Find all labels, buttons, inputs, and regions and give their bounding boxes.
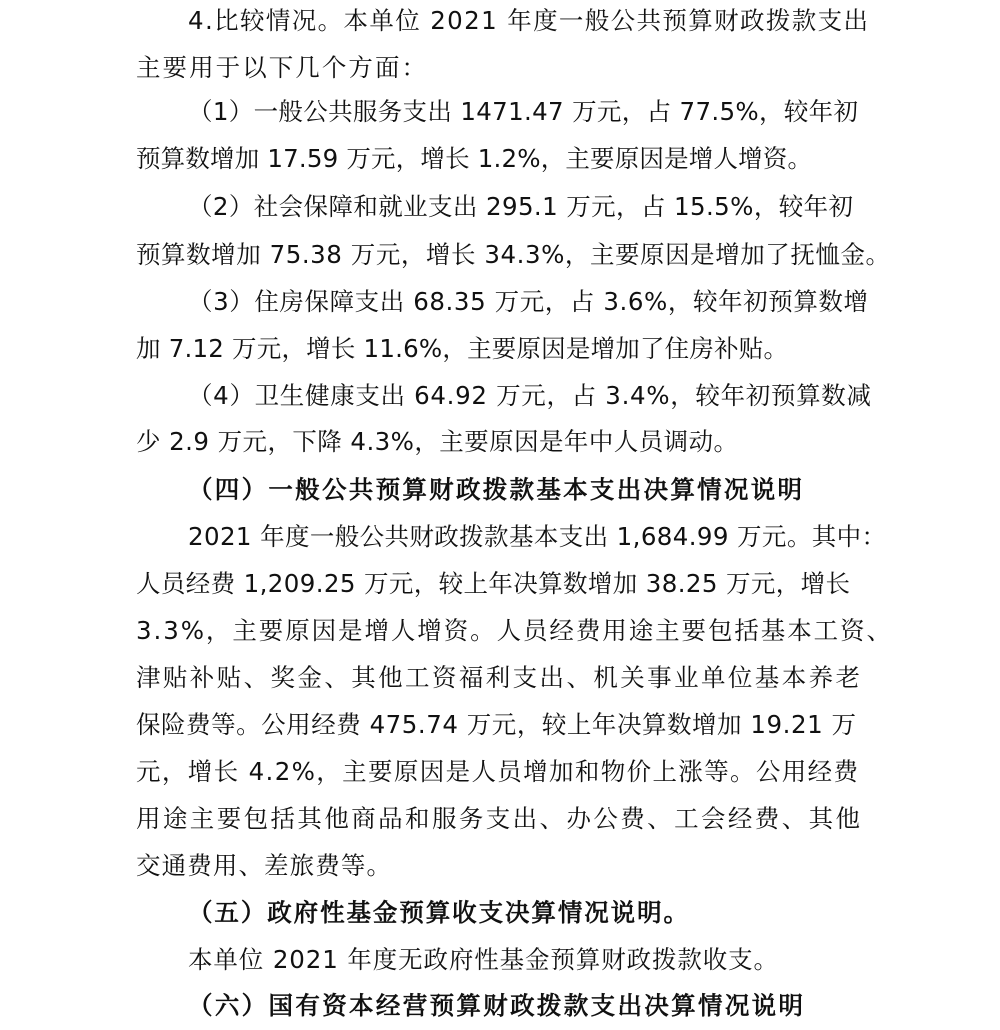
paragraph-line: 2021 年度一般公共财政拨款基本支出 1,684.99 万元。其中：: [188, 522, 887, 551]
paragraph-line: （2）社会保障和就业支出 295.1 万元，占 15.5%，较年初: [188, 192, 854, 221]
paragraph-line: 人员经费 1,209.25 万元，较上年决算数增加 38.25 万元，增长: [136, 569, 851, 598]
paragraph-line: 保险费等。公用经费 475.74 万元，较上年决算数增加 19.21 万: [136, 710, 857, 739]
section-heading: （四）一般公共预算财政拨款基本支出决算情况说明: [188, 475, 805, 504]
paragraph-line: 4.比较情况。本单位 2021 年度一般公共预算财政拨款支出: [188, 6, 870, 35]
paragraph-line: 交通费用、差旅费等。: [136, 851, 393, 880]
paragraph-line: 3.3%，主要原因是增人增资。人员经费用途主要包括基本工资、: [136, 616, 893, 645]
paragraph-line: （4）卫生健康支出 64.92 万元，占 3.4%，较年初预算数减: [188, 381, 872, 410]
paragraph-line: 主要用于以下几个方面：: [136, 53, 429, 82]
paragraph-line: 本单位 2021 年度无政府性基金预算财政拨款收支。: [188, 945, 779, 974]
paragraph-line: 加 7.12 万元，增长 11.6%，主要原因是增加了住房补贴。: [136, 334, 789, 363]
paragraph-line: 少 2.9 万元，下降 4.3%，主要原因是年中人员调动。: [136, 427, 739, 456]
paragraph-line: 用途主要包括其他商品和服务支出、办公费、工会经费、其他: [136, 804, 863, 833]
paragraph-line: 预算数增加 17.59 万元，增长 1.2%，主要原因是增人增资。: [136, 144, 813, 173]
paragraph-line: 津贴补贴、奖金、其他工资福利支出、机关事业单位基本养老: [136, 663, 863, 692]
paragraph-line: 预算数增加 75.38 万元，增长 34.3%，主要原因是增加了抚恤金。: [136, 240, 891, 269]
paragraph-line: （3）住房保障支出 68.35 万元，占 3.6%，较年初预算数增: [188, 287, 869, 316]
section-heading: （五）政府性基金预算收支决算情况说明。: [188, 898, 690, 927]
section-heading: （六）国有资本经营预算财政拨款支出决算情况说明: [188, 991, 806, 1020]
paragraph-line: （1）一般公共服务支出 1471.47 万元，占 77.5%，较年初: [188, 97, 859, 126]
paragraph-line: 元，增长 4.2%，主要原因是人员增加和物价上涨等。公用经费: [136, 757, 860, 786]
